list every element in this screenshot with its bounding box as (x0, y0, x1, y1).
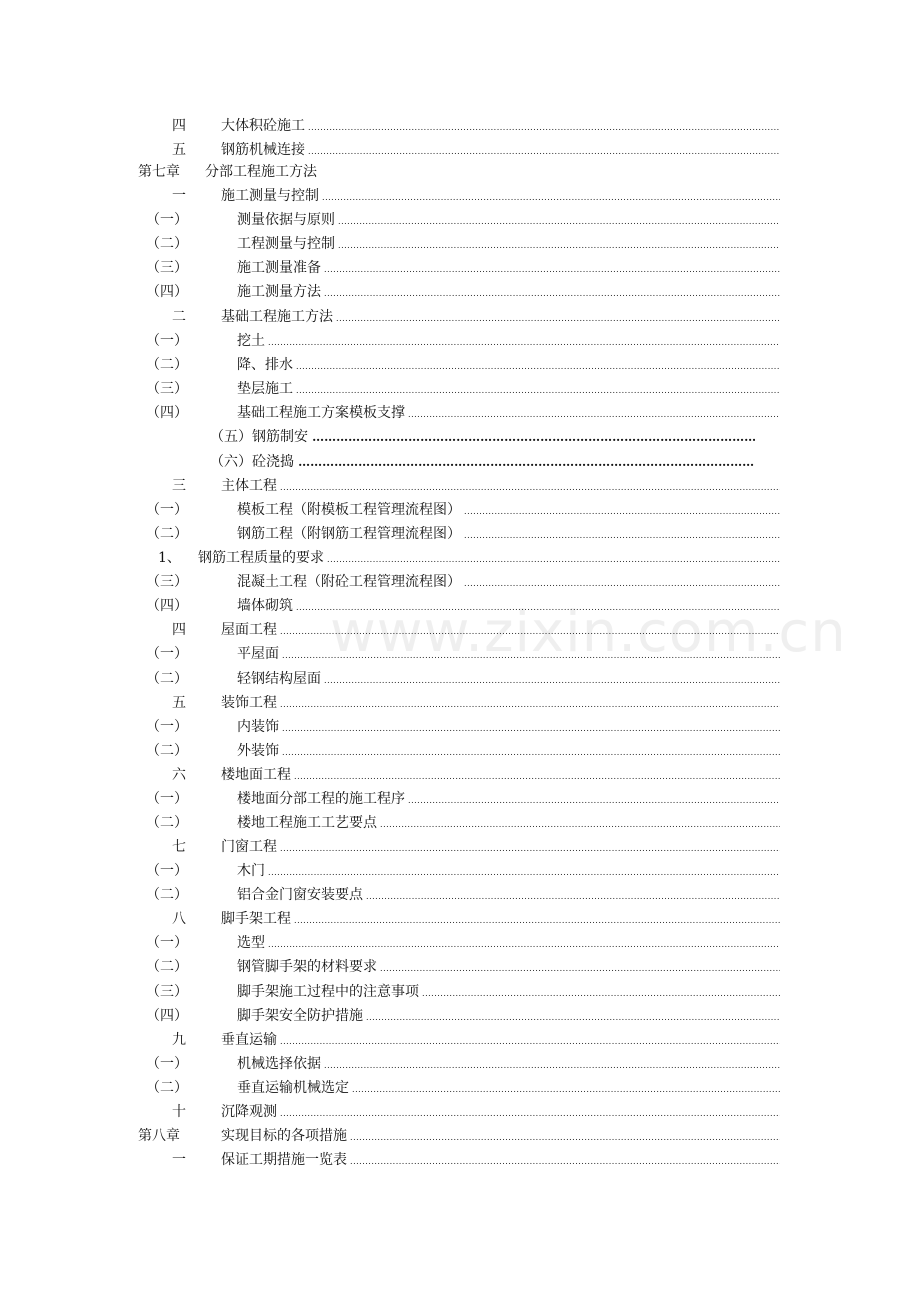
entry-title: 主体工程 ..... (221, 474, 780, 500)
entry-title: 门窗工程 ..... (221, 835, 780, 861)
entry-title: 选型 ..... (237, 931, 780, 957)
toc-entry[interactable] (0, 114, 920, 138)
entry-title: 施工测量方法 ..... (237, 280, 780, 306)
entry-number: （一） (146, 333, 188, 349)
toc-entry[interactable] (0, 450, 920, 474)
chapter-title: 分部工程施工方法 (205, 164, 317, 180)
entry-title: 钢筋工程（附钢筋工程管理流程图） ..... (237, 522, 780, 548)
toc-entry[interactable] (0, 907, 920, 931)
entry-number: （二） (146, 671, 188, 687)
entry-title: 钢筋机械连接 ..... (221, 138, 780, 164)
entry-number: （一） (146, 502, 188, 518)
entry-number: （一） (146, 791, 188, 807)
toc-entry[interactable] (0, 835, 920, 859)
entry-number: （二） (146, 959, 188, 975)
entry-title: 脚手架施工过程中的注意事项 ..... (237, 980, 780, 1006)
toc-entry[interactable] (0, 184, 920, 208)
toc-entry[interactable] (0, 691, 920, 715)
entry-number: 1、 (158, 550, 181, 566)
toc-entry[interactable] (0, 353, 920, 377)
entry-title: 施工测量与控制 ..... (221, 184, 780, 210)
entry-number: （二） (146, 357, 188, 373)
toc-entry[interactable] (0, 232, 920, 256)
entry-number: （三） (146, 260, 188, 276)
toc-entry[interactable] (0, 570, 920, 594)
toc-entry[interactable] (0, 859, 920, 883)
toc-entry[interactable] (0, 667, 920, 691)
entry-number: （二） (146, 526, 188, 542)
entry-number: 八 (172, 911, 186, 927)
toc-entry[interactable] (0, 401, 920, 425)
toc-entry[interactable] (0, 1076, 920, 1100)
entry-title: 模板工程（附模板工程管理流程图） ..... (237, 498, 780, 524)
entry-number: （三） (146, 574, 188, 590)
toc-entry[interactable] (0, 546, 920, 570)
entry-number: 六 (172, 767, 186, 783)
entry-title: 楼地面分部工程的施工程序 ..... (237, 787, 780, 813)
entry-number: 四 (172, 622, 186, 638)
entry-number: （二） (146, 887, 188, 903)
chapter-number: 第七章 (138, 164, 180, 180)
entry-number: （一） (146, 646, 188, 662)
entry-title: 垂直运输 ..... (221, 1028, 780, 1054)
entry-title: 基础工程施工方法 ..... (221, 305, 780, 331)
entry-title: 测量依据与原则 ..... (237, 208, 780, 234)
toc-entry[interactable] (0, 1004, 920, 1028)
entry-title: 楼地工程施工工艺要点 ..... (237, 811, 780, 837)
toc-entry[interactable] (0, 256, 920, 280)
entry-number: 九 (172, 1032, 186, 1048)
entry-title: 墙体砌筑 ..... (237, 594, 780, 620)
entry-number: （四） (146, 405, 188, 421)
toc-entry[interactable] (0, 208, 920, 232)
entry-number: （二） (146, 743, 188, 759)
entry-number: （二） (146, 236, 188, 252)
entry-number: （一） (146, 935, 188, 951)
toc-entry[interactable] (0, 138, 920, 162)
toc-entry[interactable] (0, 811, 920, 835)
entry-number: 三 (172, 478, 186, 494)
entry-number: （一） (146, 212, 188, 228)
toc-entry[interactable] (0, 787, 920, 811)
entry-title: 基础工程施工方案模板支撑 ..... (237, 401, 780, 427)
entry-title: 混凝土工程（附砼工程管理流程图） ..... (237, 570, 780, 596)
toc-entry[interactable] (0, 980, 920, 1004)
entry-number: （四） (146, 598, 188, 614)
toc-entry[interactable] (0, 425, 920, 449)
toc-entry[interactable] (0, 1148, 920, 1172)
entry-title: 钢管脚手架的材料要求 ..... (237, 955, 780, 981)
entry-number: 二 (172, 309, 186, 325)
toc-entry[interactable] (0, 498, 920, 522)
entry-number: （三） (146, 984, 188, 1000)
chapter-title: 实现目标的各项措施 ..... (221, 1124, 780, 1150)
entry-title: 施工测量准备 ..... (237, 256, 780, 282)
entry-number: （二） (146, 1080, 188, 1096)
entry-title: 沉降观测 ..... (221, 1100, 780, 1126)
entry-number: 五 (172, 695, 186, 711)
watermark: www.zixin.com.cn (330, 600, 847, 665)
entry-title: 轻钢结构屋面 ..... (237, 667, 780, 693)
toc-entry[interactable] (0, 305, 920, 329)
entry-number: 一 (172, 1152, 186, 1168)
entry-title: 内装饰 ..... (237, 715, 780, 741)
entry-title: （六）砼浇捣 ………………………………………………………………………………………………………………………………… (210, 450, 755, 474)
entry-number: （一） (146, 863, 188, 879)
toc-entry[interactable] (0, 522, 920, 546)
toc-entry[interactable] (0, 1052, 920, 1076)
toc-entry[interactable] (0, 618, 920, 642)
entry-number: （二） (146, 815, 188, 831)
entry-title: 平屋面 ..... (237, 642, 780, 668)
entry-title: 工程测量与控制 ..... (237, 232, 780, 258)
toc-entry[interactable] (0, 329, 920, 353)
entry-title: 钢筋工程质量的要求 ..... (198, 546, 780, 572)
entry-title: 屋面工程 ..... (221, 618, 780, 644)
entry-title: 大体积砼施工 ..... (221, 114, 780, 140)
entry-title: 降、排水 ..... (237, 353, 780, 379)
entry-title: 脚手架安全防护措施 ..... (237, 1004, 780, 1030)
toc-entry[interactable] (0, 883, 920, 907)
entry-number: 四 (172, 118, 186, 134)
entry-title: 楼地面工程 ..... (221, 763, 780, 789)
toc-entry[interactable] (0, 642, 920, 666)
toc-entry[interactable] (0, 280, 920, 304)
entry-title: 木门 ..... (237, 859, 780, 885)
entry-title: 脚手架工程 ..... (221, 907, 780, 933)
toc-entry[interactable] (0, 594, 920, 618)
entry-title: 挖土 ..... (237, 329, 780, 355)
entry-title: 保证工期措施一览表 ..... (221, 1148, 780, 1174)
toc-entry[interactable] (0, 763, 920, 787)
toc-entry[interactable] (0, 1100, 920, 1124)
toc-entry[interactable] (0, 955, 920, 979)
toc-entry[interactable] (0, 739, 920, 763)
toc-entry[interactable] (0, 474, 920, 498)
entry-number: （四） (146, 1008, 188, 1024)
chapter-number: 第八章 (138, 1128, 180, 1144)
entry-number: （三） (146, 381, 188, 397)
entry-title: 机械选择依据 ..... (237, 1052, 780, 1078)
entry-title: 外装饰 ..... (237, 739, 780, 765)
entry-title: 垫层施工 ..... (237, 377, 780, 403)
entry-number: 一 (172, 188, 186, 204)
entry-title: 装饰工程 ..... (221, 691, 780, 717)
entry-number: 十 (172, 1104, 186, 1120)
entry-number: （一） (146, 719, 188, 735)
entry-title: 铝合金门窗安装要点 ..... (237, 883, 780, 909)
chapter-heading[interactable] (0, 160, 920, 184)
toc-entry[interactable] (0, 931, 920, 955)
toc-entry[interactable] (0, 715, 920, 739)
entry-number: （一） (146, 1056, 188, 1072)
entry-title: （五）钢筋制安 ………………………………………………………………………………………………………………………………… (210, 425, 755, 449)
toc-entry[interactable] (0, 1028, 920, 1052)
entry-title: 垂直运输机械选定 ..... (237, 1076, 780, 1102)
toc-entry[interactable] (0, 377, 920, 401)
chapter-heading[interactable] (0, 1124, 920, 1148)
entry-number: （四） (146, 284, 188, 300)
entry-number: 五 (172, 142, 186, 158)
entry-number: 七 (172, 839, 186, 855)
